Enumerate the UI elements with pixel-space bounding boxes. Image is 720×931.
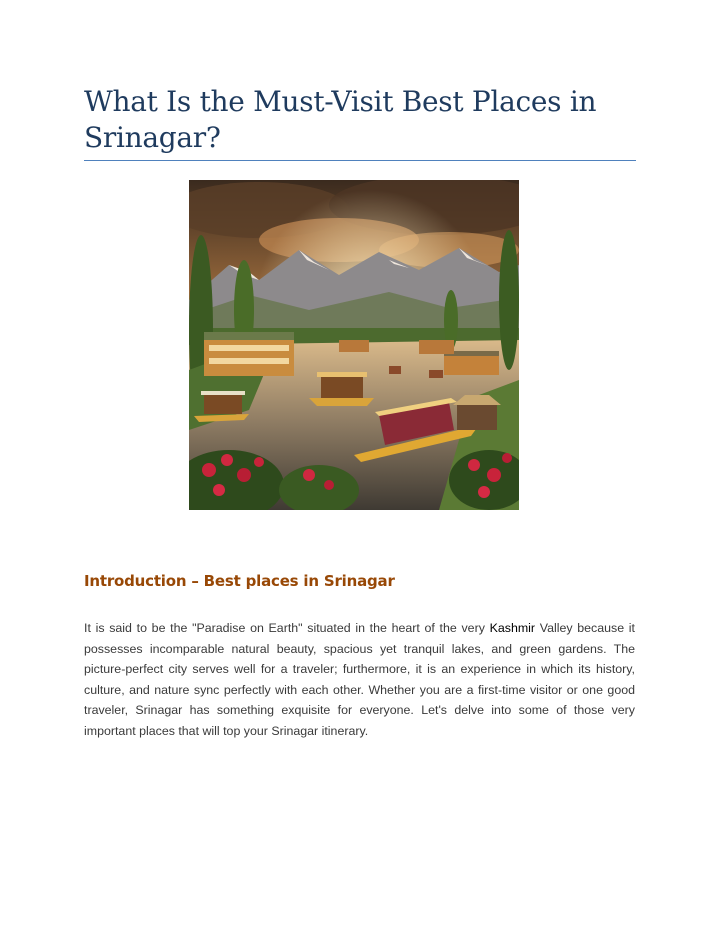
intro-text-after-link: Valley because it possesses incomparable natural beauty, spacious yet tranquil lakes, and green gardens. The picture-perfect city serves well for a traveler; furthermore, it is an experience in which its history, culture, and nature sync perfectly with each other. Whether you are a first-time visitor or one good traveler, Srinagar has something exquisite for everyone. Let's delve into some of those very important places that will top your Srinagar itinerary. <box>84 621 635 738</box>
intro-heading: Introduction – Best places in Srinagar <box>84 572 395 590</box>
intro-paragraph <box>84 618 635 742</box>
hero-image <box>189 180 519 510</box>
intro-text-before-link: It is said to be the "Paradise on Earth" situated in the heart of the very <box>84 621 490 635</box>
page-title: What Is the Must-Visit Best Places in Srinagar? <box>84 85 597 154</box>
title-divider <box>84 160 636 161</box>
kashmir-link[interactable]: Kashmir <box>489 621 536 635</box>
